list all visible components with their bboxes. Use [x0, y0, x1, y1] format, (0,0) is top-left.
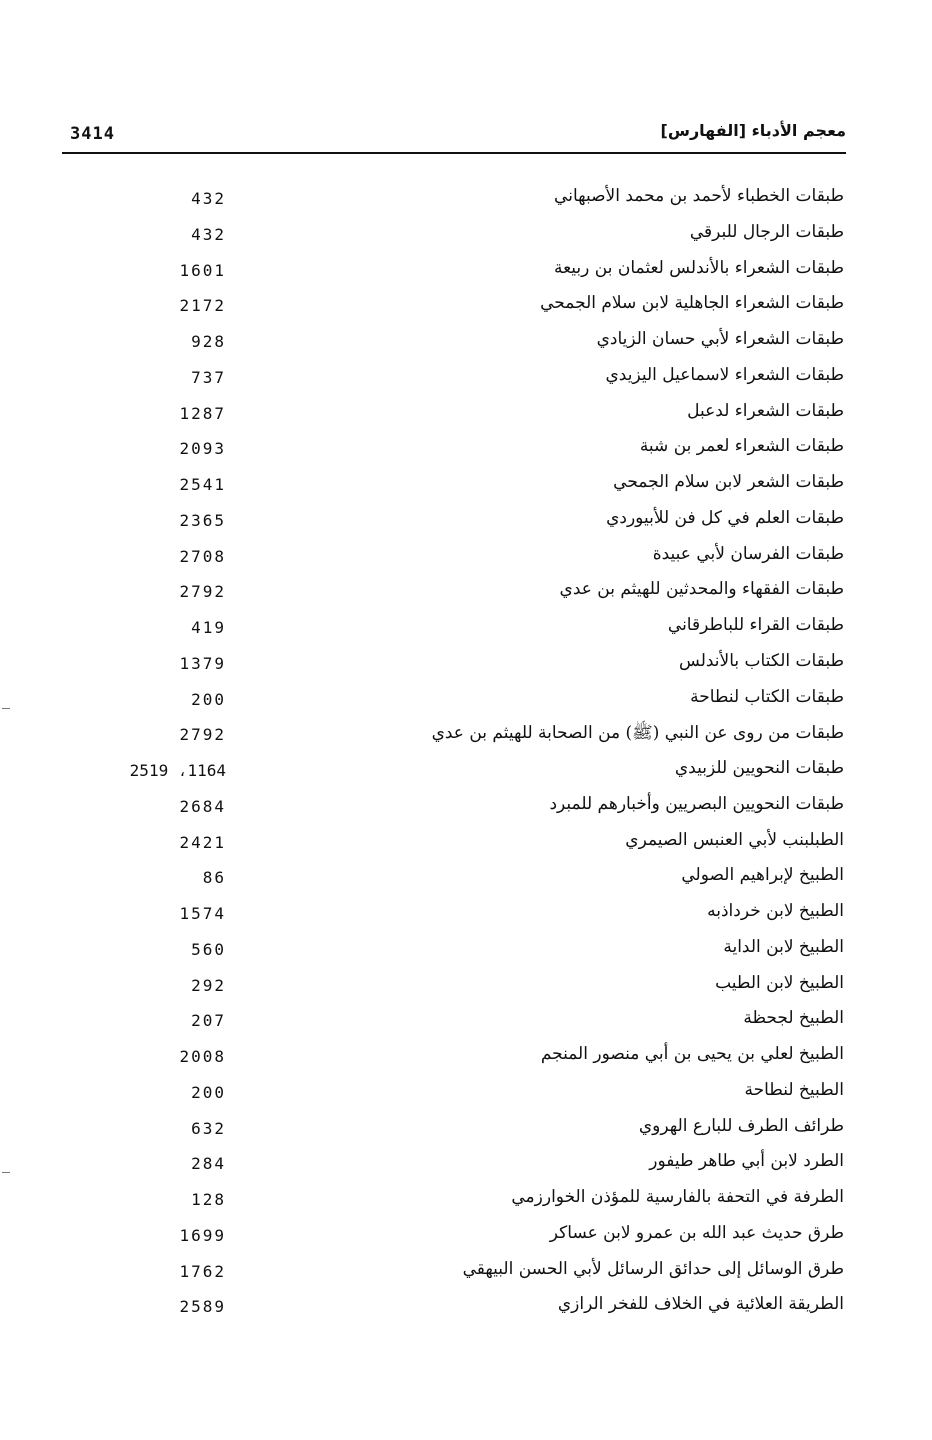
index-entry [0, 432, 932, 468]
index-entry [0, 683, 932, 719]
entry-title: الطبيخ لابن الداية [723, 936, 844, 957]
entry-page-numbers: 2421 [179, 832, 226, 852]
entry-page-numbers: 419 [191, 618, 226, 637]
entry-page-numbers: 128 [191, 1190, 226, 1209]
index-entry [0, 1290, 932, 1326]
entry-page-numbers: 1601 [179, 260, 226, 280]
entry-page-numbers: 560 [191, 939, 226, 959]
index-entry [0, 969, 932, 1005]
entry-title: طبقات الفقهاء والمحدثين للهيثم بن عدي [559, 579, 844, 600]
index-entry [0, 1112, 932, 1148]
index-entry [0, 504, 932, 540]
index-entry [0, 647, 932, 683]
index-entry [0, 826, 932, 862]
index-entry [0, 575, 932, 611]
index-entry [0, 182, 932, 218]
entry-title: الطبيخ لابن خرداذبه [707, 901, 844, 921]
entry-title: الطبيخ لجحظة [743, 1008, 844, 1029]
entry-page-numbers: 2684 [179, 796, 226, 816]
entry-title: طبقات الكتاب لنطاحة [690, 686, 844, 707]
index-entry [0, 361, 932, 397]
entry-page-numbers: 2172 [179, 296, 226, 316]
entry-page-numbers: 292 [191, 975, 226, 995]
index-entry [0, 1004, 932, 1040]
entry-page-numbers: 1287 [179, 403, 226, 423]
entry-title: طبقات النحويين البصريين وأخبارهم للمبرد [549, 793, 844, 814]
entry-page-numbers: 737 [191, 367, 226, 387]
index-entry [0, 468, 932, 504]
entry-page-numbers: 2589 [179, 1297, 226, 1317]
entry-page-numbers: 200 [191, 689, 226, 709]
index-entry [0, 1255, 932, 1291]
entry-page-numbers: 1574 [179, 904, 226, 923]
entry-page-numbers: 86 [202, 868, 226, 888]
entry-page-numbers: 1379 [179, 653, 226, 673]
index-entry [0, 611, 932, 647]
index-entry [0, 790, 932, 826]
entry-title: طبقات الرجال للبرقي [689, 221, 844, 242]
index-entry [0, 540, 932, 576]
index-entry [0, 1040, 932, 1076]
page-number: 3414 [70, 124, 115, 144]
entry-title: طبقات الشعراء لاسماعيل اليزيدي [605, 364, 844, 385]
index-entry [0, 325, 932, 361]
entry-page-numbers: 2008 [179, 1047, 226, 1066]
index-entry [0, 254, 932, 290]
entry-title: الطبيخ لعلي بن يحيى بن أبي منصور المنجم [540, 1044, 844, 1064]
entry-page-numbers: 1164، 2519 [129, 761, 226, 780]
entry-page-numbers: 2792 [179, 582, 226, 602]
entry-title: طبقات الشعراء لأبي حسان الزيادي [596, 329, 844, 349]
entry-title: طبقات القراء للباطرقاني [667, 615, 844, 635]
index-entry [0, 289, 932, 325]
page-header [62, 118, 846, 152]
entry-title: الطريقة العلائية في الخلاف للفخر الرازي [557, 1294, 844, 1315]
entry-page-numbers: 2708 [179, 546, 226, 566]
entry-page-numbers: 432 [191, 189, 226, 208]
entry-page-numbers: 1762 [179, 1261, 226, 1281]
entry-title: طبقات من روى عن النبي (ﷺ) من الصحابة للهيثم بن عدي [431, 723, 844, 744]
entry-title: الطبيخ لابن الطيب [715, 972, 844, 993]
entry-title: الطبيخ لإبراهيم الصولي [681, 865, 844, 886]
index-entry-list [0, 182, 932, 1326]
entry-page-numbers: 2792 [179, 725, 226, 745]
index-entry [0, 1219, 932, 1255]
entry-title: طرق حديث عبد الله بن عمرو لابن عساكر [549, 1222, 844, 1243]
entry-title: طبقات النحويين للزبيدي [674, 758, 844, 778]
entry-page-numbers: 2093 [179, 439, 226, 459]
running-title: معجم الأدباء [الفهارس] [660, 121, 846, 140]
index-entry [0, 861, 932, 897]
entry-title: الطرد لابن أبي طاهر طيفور [649, 1151, 844, 1172]
index-entry [0, 218, 932, 254]
index-entry [0, 754, 932, 790]
entry-page-numbers: 2365 [179, 510, 226, 530]
entry-title: طبقات العلم في كل فن للأبيوردي [606, 507, 844, 528]
index-entry [0, 897, 932, 933]
entry-title: طرائف الطرف للبارع الهروي [638, 1115, 844, 1136]
entry-title: طرق الوسائل إلى حدائق الرسائل لأبي الحسن البيهقي [462, 1258, 844, 1279]
entry-title: طبقات الفرسان لأبي عبيدة [652, 543, 844, 564]
header-divider [62, 152, 846, 154]
index-entry [0, 1147, 932, 1183]
entry-title: طبقات الشعر لابن سلام الجمحي [613, 472, 844, 492]
index-entry [0, 718, 932, 754]
entry-title: طبقات الكتاب بالأندلس [679, 650, 844, 671]
entry-title: الطبلبنب لأبي العنبس الصيمري [625, 829, 844, 850]
entry-page-numbers: 200 [191, 1082, 226, 1102]
entry-page-numbers: 928 [191, 332, 226, 351]
entry-title: طبقات الخطباء لأحمد بن محمد الأصبهاني [554, 186, 844, 206]
entry-page-numbers: 1699 [179, 1225, 226, 1245]
entry-page-numbers: 284 [191, 1154, 226, 1174]
index-entry [0, 1076, 932, 1112]
entry-title: طبقات الشعراء الجاهلية لابن سلام الجمحي [540, 293, 844, 314]
entry-page-numbers: 2541 [179, 475, 226, 494]
index-entry [0, 1183, 932, 1219]
entry-page-numbers: 432 [191, 224, 226, 244]
entry-title: الطرفة في التحفة بالفارسية للمؤذن الخوارزمي [511, 1187, 844, 1207]
entry-title: طبقات الشعراء لدعبل [687, 400, 844, 421]
entry-title: طبقات الشعراء بالأندلس لعثمان بن ربيعة [553, 257, 844, 278]
entry-page-numbers: 632 [191, 1118, 226, 1138]
entry-title: الطبيخ لنطاحة [744, 1079, 844, 1100]
entry-title: طبقات الشعراء لعمر بن شبة [639, 436, 844, 457]
entry-page-numbers: 207 [191, 1011, 226, 1031]
index-entry [0, 397, 932, 433]
index-entry [0, 933, 932, 969]
